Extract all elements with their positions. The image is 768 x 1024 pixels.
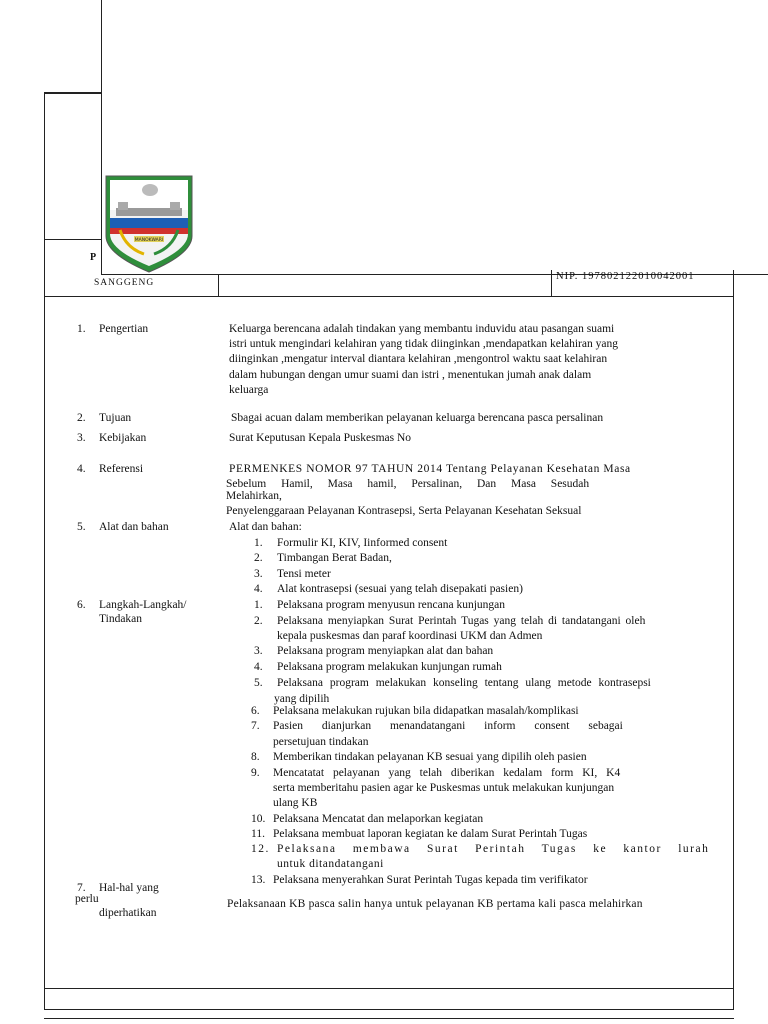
s6-item-1: Pelaksana program menyusun rencana kunjungan (277, 599, 506, 611)
overlay-panel (101, 0, 768, 275)
s7-title-3: diperhatikan (99, 907, 157, 919)
s6-num-12: 12. (251, 843, 270, 855)
header-col-divider-1 (218, 274, 219, 296)
s4-title: Referensi (99, 463, 144, 475)
frame-right-border (733, 270, 734, 1010)
header-col-divider-2 (551, 270, 552, 296)
s6-num-5: 5. (254, 677, 263, 689)
s6-num-4: 4. (254, 661, 263, 673)
s6-item-3: Pelaksana program menyiapkan alat dan bahan (277, 645, 494, 657)
s2-title: Tujuan (99, 412, 132, 424)
s6-item-2a: Pelaksana menyiapkan Surat Perintah Tugas yang telah di tandatangani oleh (277, 615, 646, 627)
s4-line-1: PERMENKES NOMOR 97 TAHUN 2014 Tentang Pelayanan Kesehatan Masa (229, 463, 631, 475)
s1-line-5: keluarga (229, 384, 269, 396)
s3-title: Kebijakan (99, 432, 147, 444)
logo-label: MANOKWARI (134, 238, 164, 243)
s5-item-num-1: 1. (254, 537, 263, 549)
manokwari-logo (104, 174, 194, 274)
s6-number: 6. (77, 599, 86, 611)
footer-line-1 (44, 988, 734, 989)
s6-item-8: Memberikan tindakan pelayanan KB sesuai yang dipilih oleh pasien (273, 751, 587, 763)
s5-item-1: Formulir KI, KIV, Iinformed consent (277, 537, 448, 549)
s6-num-7: 7. (251, 720, 260, 732)
s6-item-5a: Pelaksana program melakukan konseling tentang ulang metode kontrasepsi (277, 677, 651, 689)
s6-item-11: Pelaksana membuat laporan kegiatan ke dalam Surat Perintah Tugas (273, 828, 588, 840)
frame-left-border (44, 92, 45, 1010)
header-mid-line (44, 239, 102, 240)
s6-item-10: Pelaksana Mencatat dan melaporkan kegiatan (273, 813, 484, 825)
s6-num-10: 10. (251, 813, 266, 825)
s5-item-num-4: 4. (254, 583, 263, 595)
s6-item-5b: yang dipilih (274, 693, 330, 705)
s6-num-9: 9. (251, 767, 260, 779)
s7-title-2: perlu (75, 893, 99, 905)
s4-number: 4. (77, 463, 86, 475)
s6-title: Langkah-Langkah/ (99, 599, 187, 611)
s1-line-2: istri untuk mengindari kelahiran yang tidak diinginkan ,mendapatkan kelahiran yang (229, 338, 618, 350)
s6-num-2: 2. (254, 615, 263, 627)
s1-line-4: dalam hubungan dengan umur suami dan istri , menentukan jumah anak dalam (229, 369, 592, 381)
s5-item-4: Alat kontrasepsi (sesuai yang telah disepakati pasien) (277, 583, 523, 595)
s6-item-9b: serta memberitahu pasien agar ke Puskesmas untuk melakukan kunjungan (273, 782, 615, 794)
s4-line-2: Sebelum Hamil, Masa hamil, Persalinan, Dan Masa Sesudah (226, 478, 590, 490)
s5-item-num-2: 2. (254, 552, 263, 564)
s6-item-6: Pelaksana melakukan rujukan bila didapatkan masalah/komplikasi (273, 705, 579, 717)
s6-item-9c: ulang KB (273, 797, 318, 809)
s6-item-12b: untuk ditandatangani (277, 858, 384, 870)
s6-num-6: 6. (251, 705, 260, 717)
frame-top-line (44, 92, 102, 94)
puskesmas-name: SANGGENG (94, 278, 155, 288)
s5-item-2: Timbangan Berat Badan, (277, 552, 392, 564)
s7-text: Pelaksanaan KB pasca salin hanya untuk pelayanan KB pertama kali pasca melahirkan (227, 898, 643, 910)
footer-line-3 (44, 1018, 734, 1019)
s2-text: Sbagai acuan dalam memberikan pelayanan keluarga berencana pasca persalinan (231, 412, 604, 424)
s6-num-13: 13. (251, 874, 266, 886)
s5-title: Alat dan bahan (99, 521, 169, 533)
s6-item-2b: kepala puskesmas dan paraf koordinasi UKM dan Admen (277, 630, 543, 642)
s6-num-8: 8. (251, 751, 260, 763)
s1-number: 1. (77, 323, 86, 335)
s3-text: Surat Keputusan Kepala Puskesmas No (229, 432, 412, 444)
s7-number: 7. (77, 882, 86, 894)
header-partial-label: P (90, 252, 97, 263)
s4-line-4: Penyelenggaraan Pelayanan Kontrasepsi, Serta Pelayanan Kesehatan Seksual (226, 505, 582, 517)
s1-line-3: diinginkan ,mengatur interval diantara kelahiran ,mengontrol waktu saat kelahiran (229, 353, 608, 365)
s7-title: Hal-hal yang (99, 882, 159, 894)
s6-num-11: 11. (251, 828, 265, 840)
s1-line-1: Keluarga berencana adalah tindakan yang membantu induvidu atau pasangan suami (229, 323, 615, 335)
footer-line-2 (44, 1009, 734, 1010)
s6-item-7b: persetujuan tindakan (273, 736, 369, 748)
s5-intro: Alat dan bahan: (229, 521, 302, 533)
s4-line-3: Melahirkan, (226, 490, 282, 502)
s5-item-3: Tensi meter (277, 568, 331, 580)
s6-item-4: Pelaksana program melakukan kunjungan rumah (277, 661, 502, 673)
s5-number: 5. (77, 521, 86, 533)
s3-number: 3. (77, 432, 86, 444)
s6-item-7a: Pasien dianjurkan menandatangani inform consent sebagai (273, 720, 623, 732)
s6-item-12a: Pelaksana membawa Surat Perintah Tugas ke kantor lurah (277, 843, 710, 855)
s6-num-3: 3. (254, 645, 263, 657)
s6-num-1: 1. (254, 599, 263, 611)
nip-text: NIP. 197802122010042001 (556, 271, 695, 282)
header-bottom-line (44, 296, 734, 297)
s2-number: 2. (77, 412, 86, 424)
s1-title: Pengertian (99, 323, 149, 335)
s5-item-num-3: 3. (254, 568, 263, 580)
s6-item-9a: Mencatatat pelayanan yang telah diberikan kedalam form KI, K4 (273, 767, 621, 779)
s6-title-2: Tindakan (99, 613, 143, 625)
s6-item-13: Pelaksana menyerahkan Surat Perintah Tugas kepada tim verifikator (273, 874, 588, 886)
